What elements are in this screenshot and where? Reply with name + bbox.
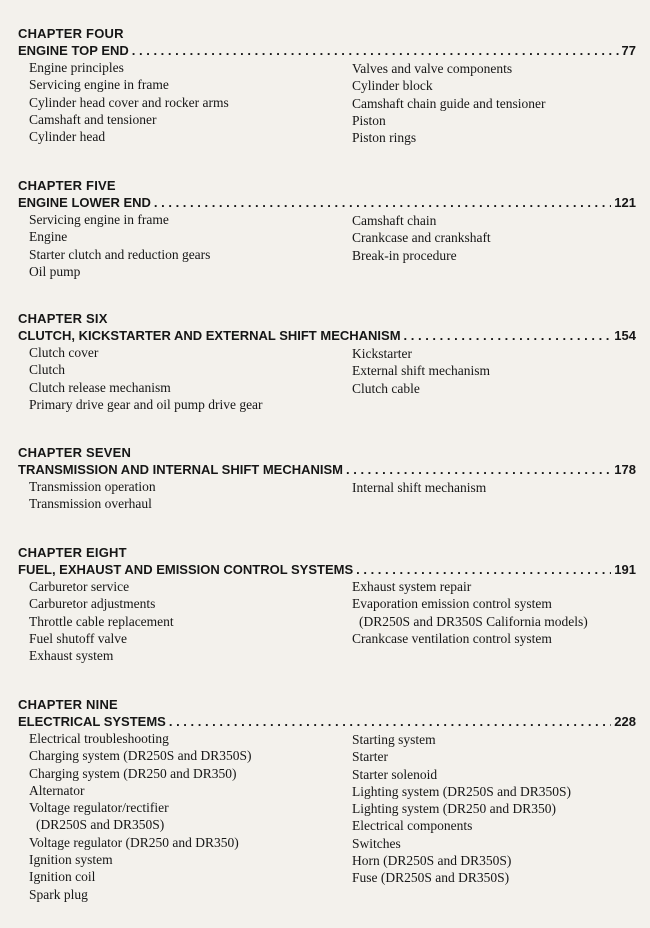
list-item: Break-in procedure (352, 247, 457, 263)
list-item: Oil pump (29, 263, 81, 279)
list-item: Electrical components (352, 818, 473, 834)
chapter-title[interactable]: CLUTCH, KICKSTARTER AND EXTERNAL SHIFT MECHANISM (18, 328, 401, 343)
chapter-four (18, 26, 636, 146)
chapter-title-row[interactable] (18, 194, 636, 211)
list-item: Cylinder head cover and rocker arms (29, 94, 229, 110)
chapter-nine (18, 697, 636, 902)
chapter-title[interactable]: TRANSMISSION AND INTERNAL SHIFT MECHANISM (18, 462, 343, 477)
page-number[interactable]: 178 (614, 462, 636, 477)
list-item: Exhaust system repair (352, 579, 472, 594)
list-item: Camshaft chain guide and tensioner (352, 95, 546, 111)
left-topic-list (29, 344, 263, 413)
list-item: Clutch cable (352, 380, 420, 396)
list-item: Lighting system (DR250 and DR350) (352, 801, 556, 817)
list-item: Valves and valve components (352, 61, 513, 76)
chapter-six (18, 311, 636, 412)
chapter-eight (18, 545, 636, 664)
right-topic-list (352, 345, 490, 397)
chapter-title-row[interactable] (18, 561, 636, 578)
list-item: Starting system (352, 732, 436, 747)
list-item: External shift mechanism (352, 363, 490, 379)
list-item: Servicing engine in frame (29, 77, 169, 93)
list-item: Clutch cover (29, 345, 99, 360)
list-item: Clutch (29, 362, 65, 378)
chapter-title[interactable]: FUEL, EXHAUST AND EMISSION CONTROL SYSTEMS (18, 562, 354, 577)
list-item: Ignition coil (29, 869, 96, 885)
list-item: Camshaft and tensioner (29, 111, 157, 127)
leader-dots (154, 194, 611, 211)
list-item: Voltage regulator (DR250 and DR350) (29, 834, 239, 850)
list-item: Starter solenoid (352, 766, 438, 782)
leader-dots (404, 327, 612, 344)
right-topic-list (352, 212, 491, 264)
list-item: Crankcase and crankshaft (352, 230, 491, 246)
list-item: Cylinder head (29, 129, 106, 145)
chapter-label: CHAPTER FIVE (18, 178, 116, 193)
right-topic-list (352, 479, 486, 496)
list-item: Engine principles (29, 60, 124, 75)
list-item: Starter clutch and reduction gears (29, 246, 211, 262)
right-topic-list (352, 731, 571, 887)
list-item: Crankcase ventilation control system (352, 630, 552, 646)
list-item: Engine (29, 229, 68, 245)
chapter-title-row[interactable] (18, 713, 636, 730)
list-item: Servicing engine in frame (29, 212, 169, 227)
leader-dots (346, 461, 611, 478)
list-item: Internal shift mechanism (352, 480, 487, 495)
left-topic-list (29, 578, 174, 664)
list-item: Fuse (DR250S and DR350S) (352, 870, 510, 886)
right-topic-list (352, 60, 545, 146)
list-item: Electrical troubleshooting (29, 731, 169, 746)
list-item: Piston rings (352, 130, 417, 146)
chapter-title[interactable]: ELECTRICAL SYSTEMS (18, 714, 166, 729)
list-item: Clutch release mechanism (29, 379, 171, 395)
list-item: (DR250S and DR350S) (36, 817, 165, 833)
leader-dots (169, 713, 611, 730)
chapter-label: CHAPTER SIX (18, 311, 108, 326)
list-item: Piston (352, 112, 386, 128)
list-item: Spark plug (29, 886, 88, 902)
leader-dots (132, 42, 619, 59)
left-topic-list (29, 478, 156, 513)
list-item: Charging system (DR250 and DR350) (29, 765, 237, 781)
chapter-label: CHAPTER SEVEN (18, 445, 132, 460)
list-item: Switches (352, 835, 401, 851)
page-number[interactable]: 154 (614, 328, 636, 343)
right-topic-list (352, 578, 588, 647)
left-topic-list (29, 59, 229, 145)
chapter-title[interactable]: ENGINE TOP END (18, 43, 129, 58)
list-item: Ignition system (29, 852, 113, 868)
leader-dots (356, 561, 611, 578)
chapter-title[interactable]: ENGINE LOWER END (18, 195, 151, 210)
list-item: Exhaust system (29, 648, 114, 664)
list-item: Starter (352, 749, 388, 765)
page-number[interactable]: 228 (614, 714, 636, 729)
list-item: Lighting system (DR250S and DR350S) (352, 783, 572, 799)
page-number[interactable]: 77 (621, 43, 636, 58)
chapter-label: CHAPTER EIGHT (18, 545, 127, 560)
list-item: Carburetor adjustments (29, 596, 156, 612)
chapter-five (18, 178, 636, 279)
list-item: Carburetor service (29, 579, 130, 594)
list-item: Evaporation emission control system (352, 596, 552, 612)
list-item: Transmission overhaul (29, 496, 152, 512)
chapter-seven (18, 445, 636, 512)
list-item: Transmission operation (29, 479, 156, 494)
list-item: Kickstarter (352, 346, 412, 361)
chapter-label: CHAPTER NINE (18, 697, 118, 712)
left-topic-list (29, 211, 210, 280)
list-item: Fuel shutoff valve (29, 630, 127, 646)
chapter-title-row[interactable] (18, 327, 636, 344)
list-item: Horn (DR250S and DR350S) (352, 853, 512, 869)
list-item: Charging system (DR250S and DR350S) (29, 748, 252, 764)
chapter-label: CHAPTER FOUR (18, 26, 124, 41)
list-item: Voltage regulator/rectifier (29, 800, 169, 816)
list-item: Cylinder block (352, 78, 433, 94)
list-item: (DR250S and DR350S California models) (359, 613, 588, 629)
chapter-title-row[interactable] (18, 461, 636, 478)
left-topic-list (29, 730, 252, 903)
chapter-title-row[interactable] (18, 42, 636, 59)
page-number[interactable]: 191 (614, 562, 636, 577)
list-item: Throttle cable replacement (29, 613, 174, 629)
page-number[interactable]: 121 (614, 195, 636, 210)
list-item: Alternator (29, 782, 85, 798)
list-item: Camshaft chain (352, 213, 437, 228)
list-item: Primary drive gear and oil pump drive gear (29, 396, 263, 412)
